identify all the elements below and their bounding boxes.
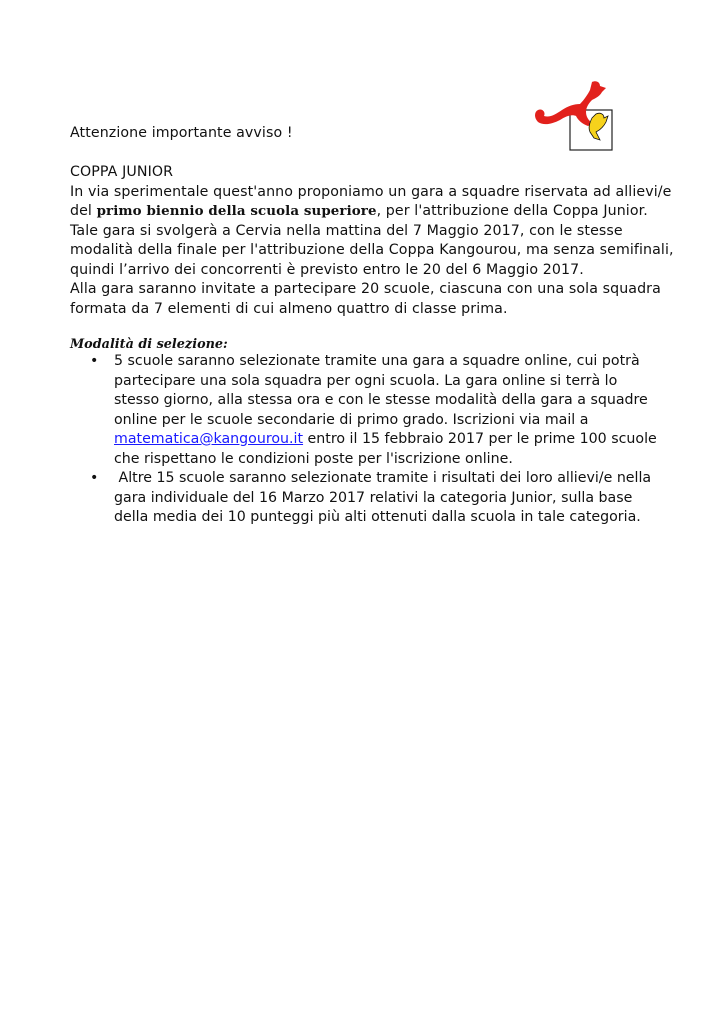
item2-line-1: Altre 15 scuole saranno selezionate tramite i risultati dei loro allievi/e nella (114, 470, 652, 486)
item2-line-3: della media dei 10 punteggi più alti ottenuti dalla scuola in tale categoria. (114, 509, 641, 525)
intro-line-6: Alla gara saranno invitate a partecipare 20 scuole, ciascuna con una sola squadra (70, 281, 661, 297)
intro-line-4: modalità della finale per l'attribuzione della Coppa Kangourou, ma senza semifinali, (70, 242, 674, 258)
item1-line-2: partecipare una sola squadra per ogni scuola. La gara online si terrà lo (114, 372, 618, 389)
email-link[interactable]: matematica@kangourou.it (114, 431, 304, 447)
intro-line-2-post: , per l'attribuzione della Coppa Junior. (376, 203, 648, 219)
intro-line-2 (70, 202, 670, 222)
item1-line-3: stesso giorno, alla stessa ora e con le stesse modalità della gara a squadre (114, 392, 648, 408)
item1-line-6: che rispettano le condizioni poste per l'iscrizione online. (114, 450, 513, 467)
item2-line-2: gara individuale del 16 Marzo 2017 relativi la categoria Junior, sulla base (114, 489, 633, 506)
item1-line-4: online per le scuole secondarie di primo grado. Iscrizioni via mail a (114, 411, 589, 428)
list-item (70, 469, 670, 528)
item1-line-5-post: entro il 15 febbraio 2017 per le prime 100 scuole (303, 431, 657, 447)
main-paragraph (70, 163, 674, 319)
intro-line-3: Tale gara si svolgerà a Cervia nella mattina del 7 Maggio 2017, con le stesse (70, 222, 623, 239)
bullet-icon: • (90, 470, 99, 486)
item1-line-1: 5 scuole saranno selezionate tramite una gara a squadre online, cui potrà (114, 353, 640, 369)
notice-text (70, 124, 670, 144)
section-heading: COPPA JUNIOR (70, 164, 174, 180)
selection-list (70, 352, 670, 528)
intro-line-2-bold: primo biennio della scuola superiore (96, 203, 377, 219)
bullet-icon: • (90, 353, 99, 369)
intro-line-2-pre: del (70, 203, 97, 219)
intro-line-1: In via sperimentale quest'anno proponiamo un gara a squadre riservata ad allievi/e (70, 183, 672, 200)
intro-line-7: formata da 7 elementi di cui almeno quattro di classe prima. (70, 300, 508, 317)
intro-line-5: quindi l’arrivo dei concorrenti è previsto entro le 20 del 6 Maggio 2017. (70, 261, 584, 278)
notice-line: Attenzione importante avviso ! (70, 125, 293, 141)
item1-line-5 (114, 430, 670, 450)
list-item (70, 352, 670, 469)
selection-label: Modalità di selezione: (70, 337, 228, 352)
